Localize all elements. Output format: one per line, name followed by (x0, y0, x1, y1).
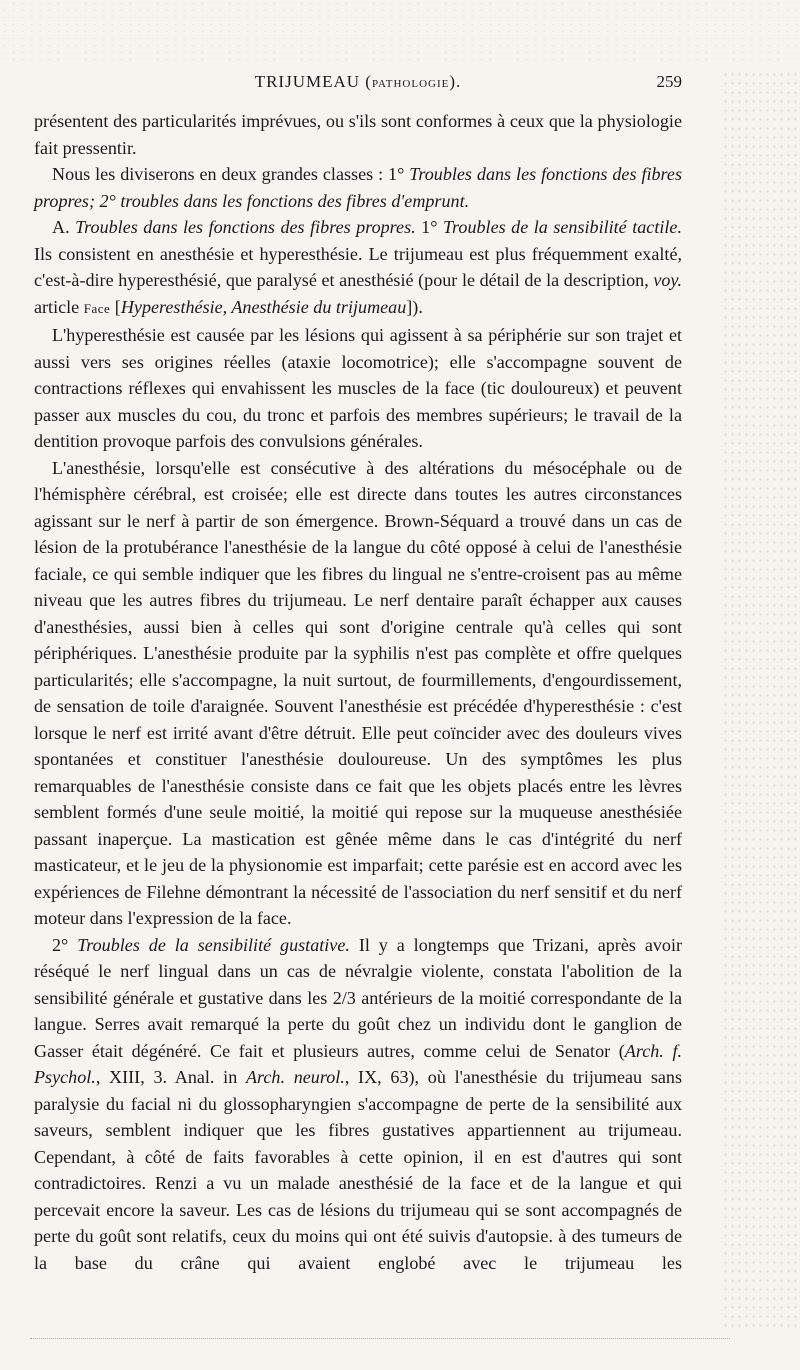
italic-run: Arch. neurol. (245, 1067, 345, 1087)
scan-noise-margin (722, 70, 800, 1330)
text-run: [ (110, 296, 121, 317)
scan-noise-bottom (30, 1338, 730, 1345)
running-title-end: ). (449, 72, 462, 91)
text-run: article (34, 296, 84, 317)
italic-run: Arch. f. Psychol. (34, 1040, 682, 1087)
italic-run: Troubles dans les fonctions des fibres propres. (75, 217, 416, 237)
italic-run: Troubles dans les fonctions des fibres propres (34, 164, 682, 211)
running-title (34, 72, 682, 92)
body-text (34, 108, 682, 1276)
paragraph-6 (34, 932, 682, 1277)
text-run: , XIII, 3. Anal. in (95, 1067, 246, 1087)
text-run: A. (52, 217, 76, 237)
paragraph-3 (34, 214, 682, 322)
small-caps-run: Face (83, 300, 111, 316)
text-run: , IX, 63), où l'anesthésie du trijumeau sans paralysie du facial ni du glossopharyngien s'accompagne de perte de la sensibilité aux saveurs, semblent indiquer que les fibres gustatives appartiennent au trijumeau. Cependant, à côté de faits favorables à cette opinion, il en est d'autres qui sont contradictoires. Renzi a vu un malade anesthésié de la face et de la langue et qui percevait encore la saveur. Les cas de lésions du trijumeau qui se sont accompagnés de perte du goût sont relatifs, ceux du moins qui ont été suivis d'autopsie. à des tumeurs de la base du crâne qui avaient englobé avec le trijumeau les (34, 1067, 682, 1273)
text-run: Il y a longtemps que Trizani, après avoir réséqué le nerf lingual dans un cas de névralgie violente, constata l'abolition de la sensibilité générale et gustative dans les 2/3 antérieurs de la moitié correspondante de la langue. Serres avait remarqué la perte du goût chez un individu dont le ganglion de Gasser était dégénéré. Ce fait et plusieurs autres, comme celui de Senator ( (34, 934, 682, 1061)
italic-run: troubles dans les fonctions des fibres d'emprunt. (120, 190, 470, 211)
page-number: 259 (656, 72, 682, 91)
paragraph-4: L'hyperesthésie est causée par les lésions qui agissent à sa périphérie sur son trajet et aussi vers ses origines réelles (ataxie locomotrice); elle s'accompagne souvent de contractions réflexes qui envahissent les muscles de la face (tic douloureux) et peuvent passer aux muscles du cou, du tronc et parfois des membres supérieurs; le travail de la dentition provoque parfois des convulsions générales. (34, 325, 682, 451)
italic-run: ; 2° (88, 190, 121, 211)
paragraph-1: présentent des particularités imprévues, ou s'ils sont conformes à ceux que la physiologie fait pressentir. (34, 111, 682, 158)
text-run: 2° (52, 934, 78, 955)
italic-run: Troubles de la sensibilité tactile. (442, 217, 682, 237)
italic-run: Troubles de la sensibilité gustative. (77, 934, 350, 955)
text-run: 1° (415, 217, 443, 237)
paragraph-2 (34, 161, 682, 214)
text-run: Nous les diviserons en deux grandes classes : 1° (52, 164, 410, 184)
running-title-main: TRIJUMEAU ( (254, 72, 372, 91)
italic-run: Hyperesthésie, Anesthésie du trijumeau (120, 296, 407, 317)
italic-run: voy. (653, 270, 682, 290)
running-title-section: PATHOLOGIE (371, 78, 450, 90)
paragraph-5: L'anesthésie, lorsqu'elle est consécutive à des altérations du mésocéphale ou de l'hémisphère cérébral, est croisée; elle est directe dans toutes les autres circonstances agissant sur le nerf à partir de son émergence. Brown-Séquard a trouvé dans un cas de lésion de la protubérance l'anesthésie de la langue du côté opposé à celui de l'anesthésie faciale, ce qui semble indiquer que les fibres du lingual ne s'entre-croisent pas au même niveau que les autres fibres du trijumeau. Le nerf dentaire paraît échapper aux causes d'anesthésies, aussi bien à celles qui sont d'origine centrale qu'à celles qui sont périphériques. L'anesthésie produite par la syphilis n'est pas complète et offre quelques particularités; elle s'accompagne, la nuit surtout, de fourmillements, d'engourdissement, de sensation de toile d'araignée. Souvent l'anesthésie est précédée d'hyperesthésie : c'est lorsque le nerf est irrité avant d'être détruit. Elle peut coïncider avec des douleurs vives spontanées et constituer l'anesthésie douloureuse. Un des symptômes les plus remarquables de l'anesthésie consiste dans ce fait que les objets placés entre les lèvres semblent formés d'une seule moitié, la moitié qui repose sur la muqueuse anesthésiée passant inaperçue. La mastication est gênée même dans le cas d'intégrité du nerf masticateur, et le jeu de la physionomie est imparfait; cette parésie est en accord avec les expériences de Filehne démontrant la nécessité de l'association du nerf sensitif et du nerf moteur dans l'expression de la face. (34, 457, 682, 928)
running-head (34, 72, 682, 98)
text-run: Ils consistent en anesthésie et hyperesthésie. Le trijumeau est plus fréquemment exalté, c'est-à-dire hyperesthésié, que paralysé et anesthésié (pour le détail de la description, (34, 243, 682, 290)
text-run: ]). (406, 296, 423, 317)
scan-noise-top (0, 0, 800, 60)
